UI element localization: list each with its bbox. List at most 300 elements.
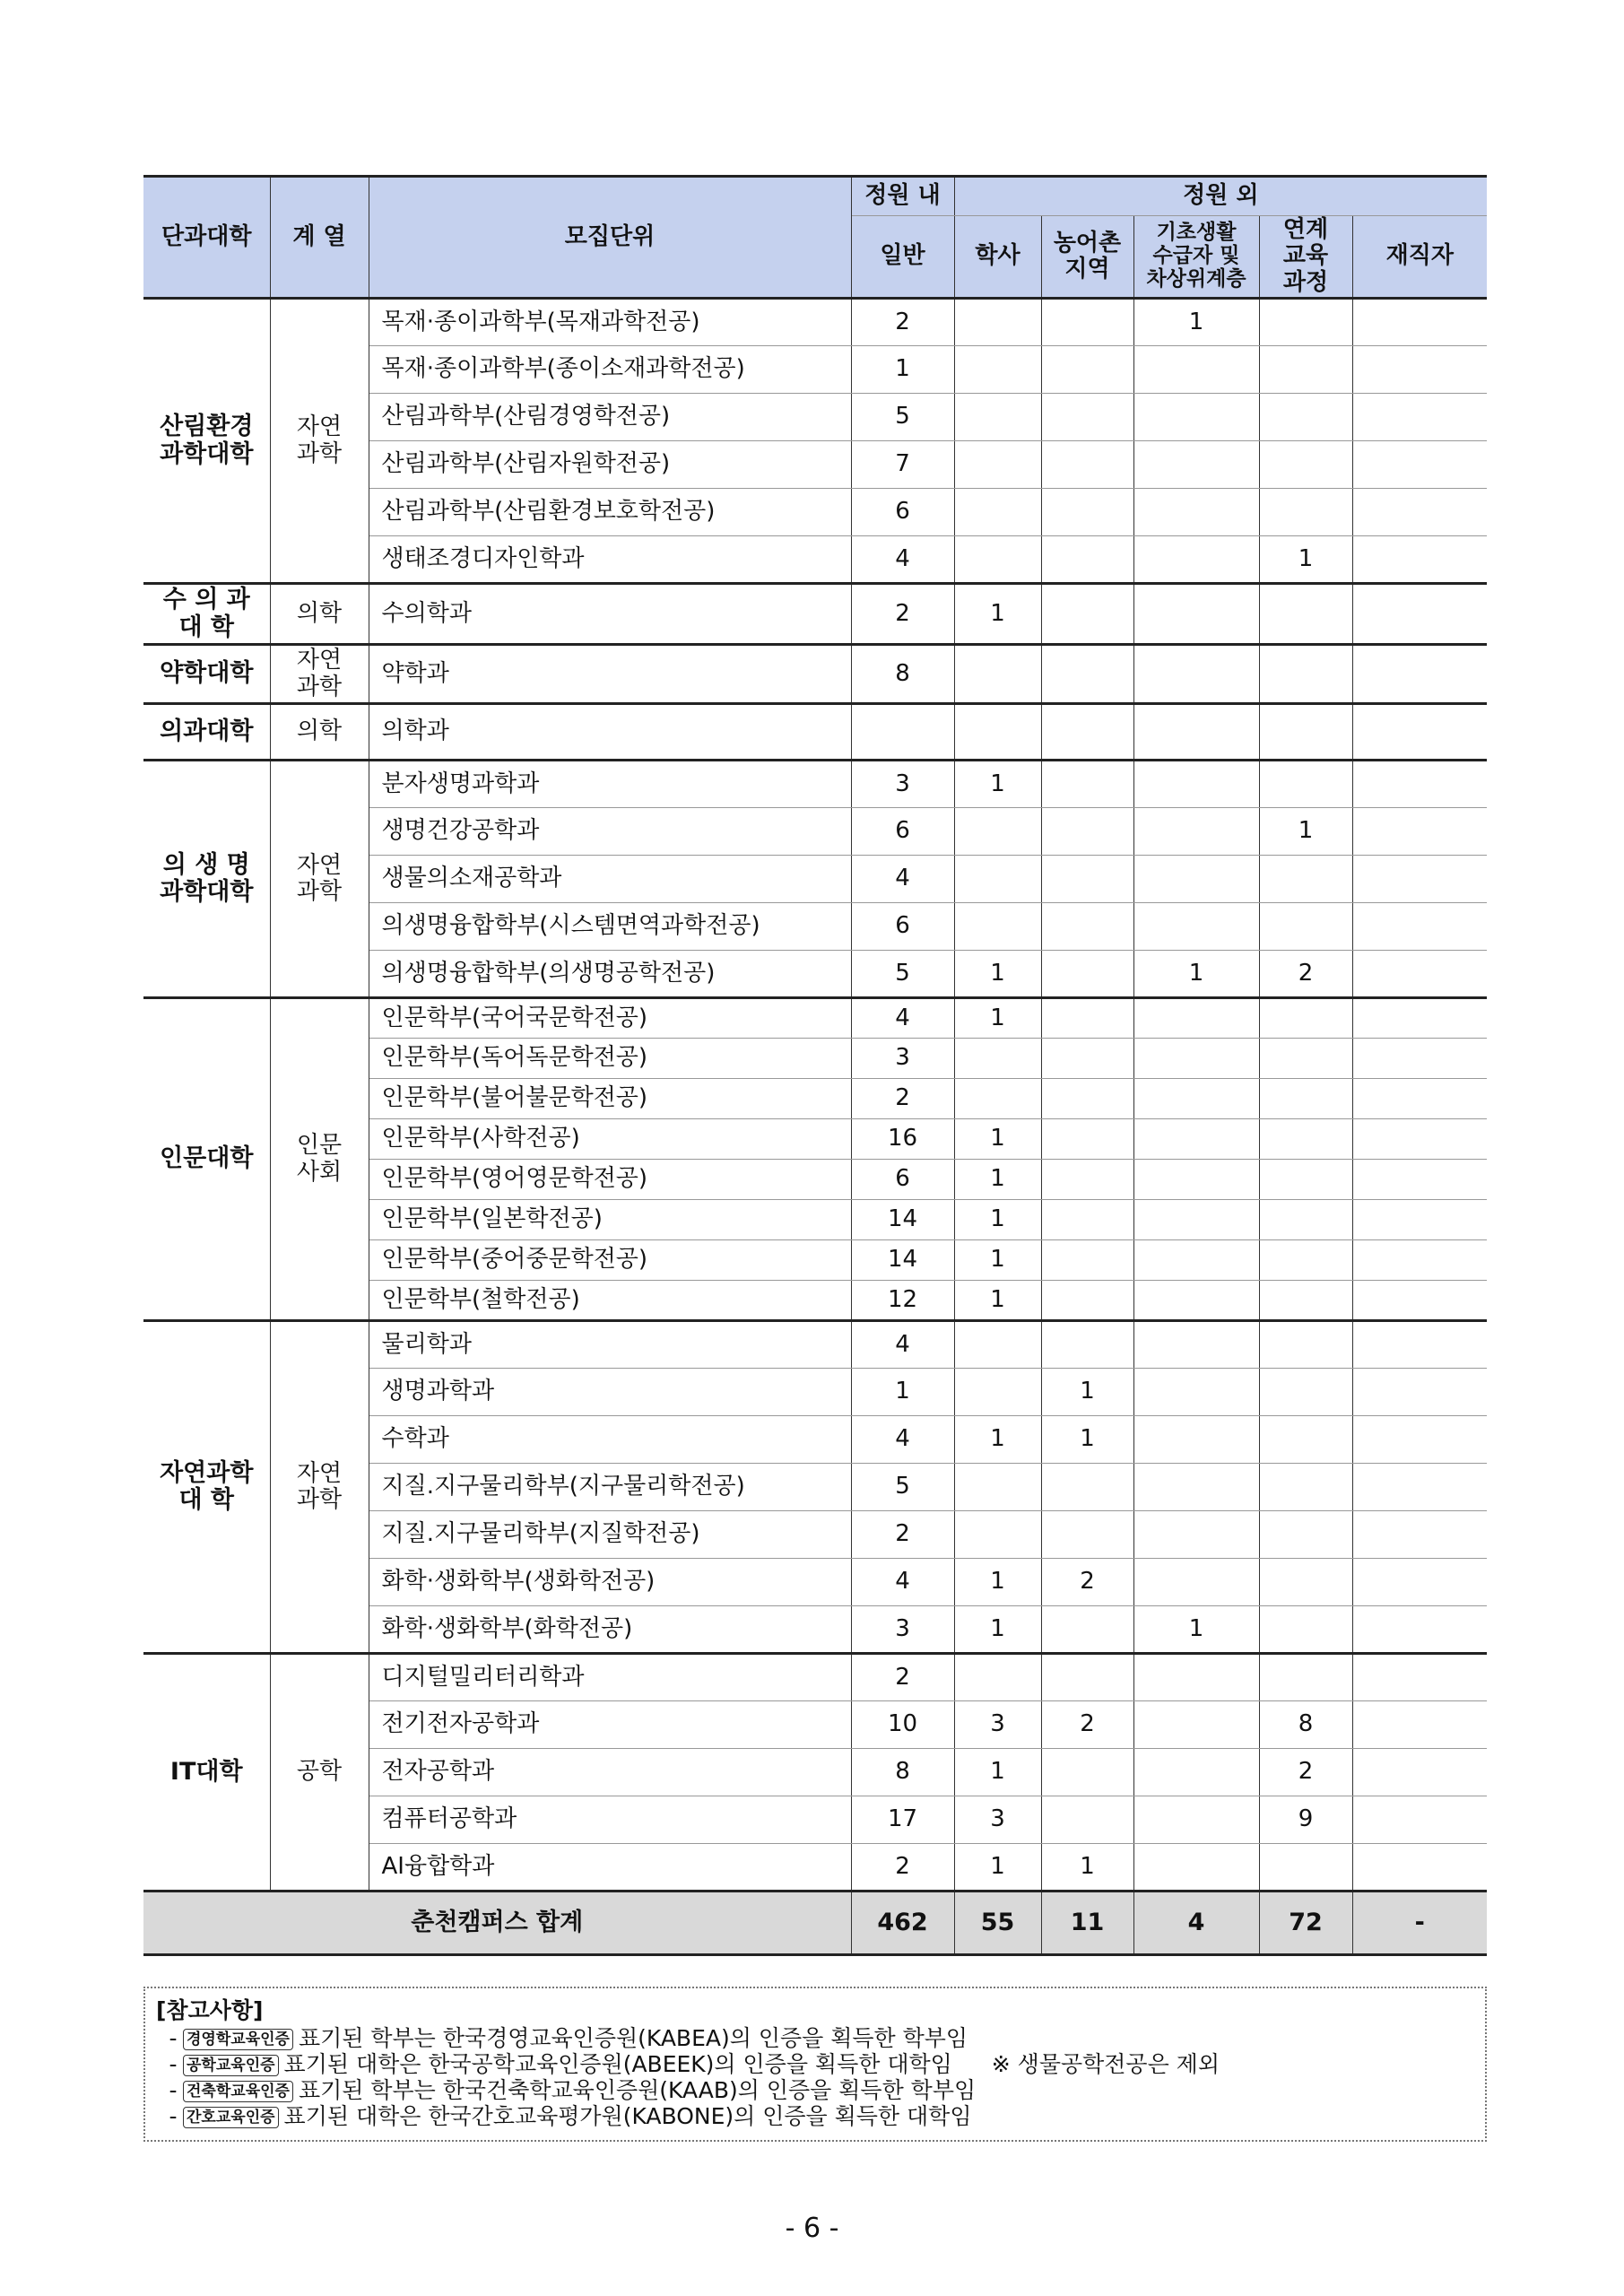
rural-cell	[1041, 761, 1133, 808]
rural-cell: 2	[1041, 1701, 1133, 1749]
unit-cell: 전자공학과	[369, 1749, 851, 1796]
linked-cell	[1259, 1464, 1352, 1511]
field-cell: 자연 과학	[270, 645, 369, 704]
certification-badge: 간호교육인증	[183, 2107, 279, 2128]
rural-cell	[1041, 489, 1133, 536]
unit-cell: 산림과학부(산림환경보호학전공)	[369, 489, 851, 536]
linked-cell	[1259, 1039, 1352, 1079]
total-rural: 11	[1041, 1892, 1133, 1955]
employed-cell	[1352, 1321, 1487, 1369]
linked-cell	[1259, 1559, 1352, 1606]
rural-cell	[1041, 536, 1133, 584]
unit-cell: 인문학부(영어영문학전공)	[369, 1160, 851, 1200]
general-cell: 4	[851, 998, 954, 1039]
note-exception: ※ 생물공학전공은 제외	[991, 2051, 1220, 2077]
employed-cell	[1352, 1119, 1487, 1160]
general-cell: 4	[851, 1559, 954, 1606]
linked-cell	[1259, 1844, 1352, 1892]
rural-cell: 1	[1041, 1844, 1133, 1892]
general-cell: 10	[851, 1701, 954, 1749]
linked-cell	[1259, 1416, 1352, 1464]
bachelor-cell	[954, 856, 1041, 903]
general-cell: 2	[851, 299, 954, 346]
unit-cell: 인문학부(철학전공)	[369, 1281, 851, 1321]
note-dash: -	[169, 2051, 178, 2077]
rural-cell	[1041, 1281, 1133, 1321]
general-cell: 4	[851, 1416, 954, 1464]
rural-cell	[1041, 856, 1133, 903]
unit-cell: 수학과	[369, 1416, 851, 1464]
bachelor-cell: 1	[954, 951, 1041, 998]
certification-badge: 건축학교육인증	[183, 2081, 293, 2102]
basic-cell	[1133, 1119, 1259, 1160]
unit-cell: 화학·생화학부(생화학전공)	[369, 1559, 851, 1606]
bachelor-cell: 1	[954, 1160, 1041, 1200]
linked-cell	[1259, 761, 1352, 808]
employed-cell	[1352, 903, 1487, 951]
rural-cell: 1	[1041, 1369, 1133, 1416]
bachelor-cell: 1	[954, 1281, 1041, 1321]
notes-title: [참고사항]	[156, 1997, 264, 2023]
total-employed: -	[1352, 1892, 1487, 1955]
field-cell: 자연 과학	[270, 1321, 369, 1654]
bachelor-cell: 1	[954, 1416, 1041, 1464]
basic-cell	[1133, 441, 1259, 489]
linked-cell	[1259, 1369, 1352, 1416]
employed-cell	[1352, 489, 1487, 536]
employed-cell	[1352, 1240, 1487, 1281]
employed-cell	[1352, 394, 1487, 441]
header-rural: 농어촌 지역	[1041, 216, 1133, 299]
unit-cell: 전기전자공학과	[369, 1701, 851, 1749]
basic-cell	[1133, 808, 1259, 856]
unit-cell: 인문학부(일본학전공)	[369, 1200, 851, 1240]
unit-cell: 인문학부(중어중문학전공)	[369, 1240, 851, 1281]
employed-cell	[1352, 1796, 1487, 1844]
total-label: 춘천캠퍼스 합계	[143, 1892, 851, 1955]
basic-cell	[1133, 1559, 1259, 1606]
basic-cell	[1133, 584, 1259, 645]
general-cell: 3	[851, 1039, 954, 1079]
college-cell: 의 생 명 과학대학	[143, 761, 270, 998]
rural-cell	[1041, 346, 1133, 394]
employed-cell	[1352, 645, 1487, 704]
rural-cell	[1041, 1079, 1133, 1119]
bachelor-cell: 1	[954, 1559, 1041, 1606]
linked-cell	[1259, 645, 1352, 704]
bachelor-cell	[954, 394, 1041, 441]
general-cell: 6	[851, 808, 954, 856]
general-cell: 7	[851, 441, 954, 489]
basic-cell	[1133, 489, 1259, 536]
employed-cell	[1352, 299, 1487, 346]
general-cell: 2	[851, 1511, 954, 1559]
basic-cell	[1133, 1654, 1259, 1701]
bachelor-cell: 3	[954, 1701, 1041, 1749]
notes-list	[156, 2025, 1485, 2129]
employed-cell	[1352, 1160, 1487, 1200]
basic-cell	[1133, 1701, 1259, 1749]
employed-cell	[1352, 1281, 1487, 1321]
note-item	[156, 2051, 1485, 2077]
rural-cell	[1041, 1240, 1133, 1281]
rural-cell	[1041, 1464, 1133, 1511]
bachelor-cell: 3	[954, 1796, 1041, 1844]
unit-cell: 의생명융합학부(의생명공학전공)	[369, 951, 851, 998]
employed-cell	[1352, 856, 1487, 903]
admission-quota-table	[143, 175, 1487, 1956]
rural-cell: 2	[1041, 1559, 1133, 1606]
rural-cell	[1041, 1654, 1133, 1701]
linked-cell	[1259, 856, 1352, 903]
college-cell: 자연과학 대 학	[143, 1321, 270, 1654]
bachelor-cell	[954, 1079, 1041, 1119]
employed-cell	[1352, 761, 1487, 808]
general-cell: 17	[851, 1796, 954, 1844]
general-cell: 1	[851, 1369, 954, 1416]
rural-cell	[1041, 808, 1133, 856]
certification-badge: 경영학교육인증	[183, 2029, 293, 2050]
table-row	[143, 704, 1487, 761]
basic-cell	[1133, 1321, 1259, 1369]
bachelor-cell: 1	[954, 1749, 1041, 1796]
employed-cell	[1352, 1749, 1487, 1796]
bachelor-cell: 1	[954, 1844, 1041, 1892]
header-field: 계 열	[270, 177, 369, 299]
employed-cell	[1352, 808, 1487, 856]
rural-cell	[1041, 998, 1133, 1039]
bachelor-cell: 1	[954, 584, 1041, 645]
general-cell: 6	[851, 903, 954, 951]
header-college: 단과대학	[143, 177, 270, 299]
basic-cell	[1133, 1200, 1259, 1240]
unit-cell: 목재·종이과학부(목재과학전공)	[369, 299, 851, 346]
linked-cell	[1259, 394, 1352, 441]
unit-cell: 의학과	[369, 704, 851, 761]
general-cell: 12	[851, 1281, 954, 1321]
header-linked: 연계 교육 과정	[1259, 216, 1352, 299]
note-item	[156, 2077, 1485, 2103]
basic-cell: 1	[1133, 951, 1259, 998]
rural-cell	[1041, 903, 1133, 951]
general-cell: 6	[851, 489, 954, 536]
employed-cell	[1352, 1416, 1487, 1464]
linked-cell	[1259, 1079, 1352, 1119]
linked-cell	[1259, 1240, 1352, 1281]
linked-cell	[1259, 1200, 1352, 1240]
bachelor-cell	[954, 903, 1041, 951]
field-cell: 의학	[270, 584, 369, 645]
basic-cell	[1133, 645, 1259, 704]
employed-cell	[1352, 584, 1487, 645]
table-row	[143, 1321, 1487, 1369]
note-item	[156, 2103, 1485, 2129]
employed-cell	[1352, 998, 1487, 1039]
college-cell: 인문대학	[143, 998, 270, 1321]
bachelor-cell	[954, 1464, 1041, 1511]
linked-cell: 9	[1259, 1796, 1352, 1844]
bachelor-cell: 1	[954, 761, 1041, 808]
basic-cell	[1133, 1369, 1259, 1416]
employed-cell	[1352, 1079, 1487, 1119]
linked-cell	[1259, 1119, 1352, 1160]
unit-cell: 의생명융합학부(시스템면역과학전공)	[369, 903, 851, 951]
college-cell: 의과대학	[143, 704, 270, 761]
unit-cell: 디지털밀리터리학과	[369, 1654, 851, 1701]
general-cell: 3	[851, 1606, 954, 1654]
note-dash: -	[169, 2025, 178, 2051]
bachelor-cell: 1	[954, 1606, 1041, 1654]
unit-cell: 생명건강공학과	[369, 808, 851, 856]
basic-cell	[1133, 1464, 1259, 1511]
basic-cell: 1	[1133, 1606, 1259, 1654]
field-cell: 자연 과학	[270, 761, 369, 998]
bachelor-cell: 1	[954, 1119, 1041, 1160]
basic-cell	[1133, 998, 1259, 1039]
general-cell: 6	[851, 1160, 954, 1200]
general-cell: 4	[851, 536, 954, 584]
rural-cell	[1041, 1039, 1133, 1079]
linked-cell	[1259, 1606, 1352, 1654]
college-cell: 산림환경 과학대학	[143, 299, 270, 584]
unit-cell: 지질.지구물리학부(지질학전공)	[369, 1511, 851, 1559]
employed-cell	[1352, 1701, 1487, 1749]
employed-cell	[1352, 1559, 1487, 1606]
linked-cell	[1259, 1654, 1352, 1701]
linked-cell: 1	[1259, 536, 1352, 584]
employed-cell	[1352, 1369, 1487, 1416]
general-cell: 2	[851, 1844, 954, 1892]
bachelor-cell: 1	[954, 1240, 1041, 1281]
unit-cell: 지질.지구물리학부(지구물리학전공)	[369, 1464, 851, 1511]
header-within-quota: 정원 내	[851, 177, 954, 216]
rural-cell	[1041, 645, 1133, 704]
employed-cell	[1352, 346, 1487, 394]
bachelor-cell	[954, 1039, 1041, 1079]
unit-cell: 인문학부(독어독문학전공)	[369, 1039, 851, 1079]
rural-cell	[1041, 1119, 1133, 1160]
linked-cell	[1259, 1321, 1352, 1369]
rural-cell	[1041, 1606, 1133, 1654]
total-linked: 72	[1259, 1892, 1352, 1955]
employed-cell	[1352, 704, 1487, 761]
linked-cell	[1259, 1160, 1352, 1200]
unit-cell: 분자생명과학과	[369, 761, 851, 808]
total-basic: 4	[1133, 1892, 1259, 1955]
employed-cell	[1352, 1464, 1487, 1511]
general-cell: 2	[851, 584, 954, 645]
general-cell: 14	[851, 1240, 954, 1281]
bachelor-cell	[954, 1321, 1041, 1369]
linked-cell: 2	[1259, 1749, 1352, 1796]
unit-cell: 생물의소재공학과	[369, 856, 851, 903]
rural-cell	[1041, 394, 1133, 441]
unit-cell: 산림과학부(산림경영학전공)	[369, 394, 851, 441]
rural-cell	[1041, 1321, 1133, 1369]
linked-cell	[1259, 704, 1352, 761]
unit-cell: 약학과	[369, 645, 851, 704]
header-bachelor: 학사	[954, 216, 1041, 299]
total-row	[143, 1892, 1487, 1955]
rural-cell	[1041, 299, 1133, 346]
linked-cell: 2	[1259, 951, 1352, 998]
general-cell: 14	[851, 1200, 954, 1240]
note-dash: -	[169, 2103, 178, 2129]
linked-cell	[1259, 299, 1352, 346]
basic-cell	[1133, 1160, 1259, 1200]
basic-cell	[1133, 761, 1259, 808]
rural-cell	[1041, 584, 1133, 645]
bachelor-cell	[954, 808, 1041, 856]
linked-cell	[1259, 584, 1352, 645]
total-general: 462	[851, 1892, 954, 1955]
rural-cell	[1041, 441, 1133, 489]
linked-cell	[1259, 1281, 1352, 1321]
linked-cell: 8	[1259, 1701, 1352, 1749]
unit-cell: 컴퓨터공학과	[369, 1796, 851, 1844]
bachelor-cell	[954, 1511, 1041, 1559]
bachelor-cell	[954, 441, 1041, 489]
rural-cell	[1041, 1749, 1133, 1796]
employed-cell	[1352, 951, 1487, 998]
note-text: 표기된 학부는 한국건축학교육인증원(KAAB)의 인증을 획득한 학부임	[298, 2077, 977, 2103]
unit-cell: 인문학부(사학전공)	[369, 1119, 851, 1160]
linked-cell	[1259, 998, 1352, 1039]
table-row	[143, 1654, 1487, 1701]
bachelor-cell	[954, 536, 1041, 584]
rural-cell	[1041, 1160, 1133, 1200]
unit-cell: 생태조경디자인학과	[369, 536, 851, 584]
employed-cell	[1352, 1654, 1487, 1701]
rural-cell	[1041, 951, 1133, 998]
linked-cell: 1	[1259, 808, 1352, 856]
basic-cell	[1133, 536, 1259, 584]
bachelor-cell	[954, 489, 1041, 536]
linked-cell	[1259, 441, 1352, 489]
rural-cell	[1041, 704, 1133, 761]
table-row	[143, 299, 1487, 346]
field-cell: 인문 사회	[270, 998, 369, 1321]
unit-cell: 생명과학과	[369, 1369, 851, 1416]
basic-cell	[1133, 1796, 1259, 1844]
header-employed: 재직자	[1352, 216, 1487, 299]
basic-cell	[1133, 1416, 1259, 1464]
general-cell: 16	[851, 1119, 954, 1160]
general-cell: 5	[851, 1464, 954, 1511]
note-text: 표기된 대학은 한국간호교육평가원(KABONE)의 인증을 획득한 대학임	[283, 2103, 972, 2129]
field-cell: 의학	[270, 704, 369, 761]
header-basic-living: 기초생활 수급자 및 차상위계층	[1133, 216, 1259, 299]
table-row	[143, 998, 1487, 1039]
page-number: - 6 -	[785, 2213, 839, 2244]
basic-cell	[1133, 1039, 1259, 1079]
certification-badge: 공학교육인증	[183, 2055, 279, 2076]
bachelor-cell	[954, 299, 1041, 346]
college-cell: 약학대학	[143, 645, 270, 704]
general-cell: 4	[851, 856, 954, 903]
general-cell	[851, 704, 954, 761]
total-bachelor: 55	[954, 1892, 1041, 1955]
employed-cell	[1352, 1511, 1487, 1559]
basic-cell	[1133, 1079, 1259, 1119]
unit-cell: 물리학과	[369, 1321, 851, 1369]
rural-cell: 1	[1041, 1416, 1133, 1464]
basic-cell	[1133, 1844, 1259, 1892]
note-text: 표기된 학부는 한국경영교육인증원(KABEA)의 인증을 획득한 학부임	[298, 2025, 968, 2051]
linked-cell	[1259, 1511, 1352, 1559]
basic-cell: 1	[1133, 299, 1259, 346]
bachelor-cell	[954, 346, 1041, 394]
note-dash: -	[169, 2077, 178, 2103]
employed-cell	[1352, 1039, 1487, 1079]
linked-cell	[1259, 489, 1352, 536]
unit-cell: 인문학부(국어국문학전공)	[369, 998, 851, 1039]
bachelor-cell	[954, 1369, 1041, 1416]
general-cell: 8	[851, 1749, 954, 1796]
linked-cell	[1259, 346, 1352, 394]
general-cell: 4	[851, 1321, 954, 1369]
rural-cell	[1041, 1200, 1133, 1240]
basic-cell	[1133, 1511, 1259, 1559]
college-cell: IT대학	[143, 1654, 270, 1892]
field-cell: 자연 과학	[270, 299, 369, 584]
employed-cell	[1352, 536, 1487, 584]
employed-cell	[1352, 1606, 1487, 1654]
table-row	[143, 645, 1487, 704]
linked-cell	[1259, 903, 1352, 951]
college-cell: 수 의 과 대 학	[143, 584, 270, 645]
basic-cell	[1133, 346, 1259, 394]
reference-notes	[143, 1987, 1487, 2142]
basic-cell	[1133, 903, 1259, 951]
general-cell: 2	[851, 1079, 954, 1119]
general-cell: 5	[851, 394, 954, 441]
basic-cell	[1133, 1749, 1259, 1796]
employed-cell	[1352, 1200, 1487, 1240]
header-general: 일반	[851, 216, 954, 299]
bachelor-cell	[954, 645, 1041, 704]
employed-cell	[1352, 1844, 1487, 1892]
basic-cell	[1133, 1281, 1259, 1321]
table-row	[143, 761, 1487, 808]
bachelor-cell: 1	[954, 998, 1041, 1039]
unit-cell: 수의학과	[369, 584, 851, 645]
header-outside-quota: 정원 외	[954, 177, 1487, 216]
unit-cell: 목재·종이과학부(종이소재과학전공)	[369, 346, 851, 394]
header-unit: 모집단위	[369, 177, 851, 299]
general-cell: 3	[851, 761, 954, 808]
rural-cell	[1041, 1511, 1133, 1559]
rural-cell	[1041, 1796, 1133, 1844]
note-text: 표기된 대학은 한국공학교육인증원(ABEEK)의 인증을 획득한 대학임	[283, 2051, 952, 2077]
general-cell: 8	[851, 645, 954, 704]
employed-cell	[1352, 441, 1487, 489]
unit-cell: AI융합학과	[369, 1844, 851, 1892]
table-row	[143, 584, 1487, 645]
basic-cell	[1133, 394, 1259, 441]
unit-cell: 인문학부(불어불문학전공)	[369, 1079, 851, 1119]
unit-cell: 산림과학부(산림자원학전공)	[369, 441, 851, 489]
basic-cell	[1133, 1240, 1259, 1281]
bachelor-cell	[954, 1654, 1041, 1701]
bachelor-cell	[954, 704, 1041, 761]
bachelor-cell: 1	[954, 1200, 1041, 1240]
basic-cell	[1133, 704, 1259, 761]
unit-cell: 화학·생화학부(화학전공)	[369, 1606, 851, 1654]
basic-cell	[1133, 856, 1259, 903]
general-cell: 2	[851, 1654, 954, 1701]
field-cell: 공학	[270, 1654, 369, 1892]
